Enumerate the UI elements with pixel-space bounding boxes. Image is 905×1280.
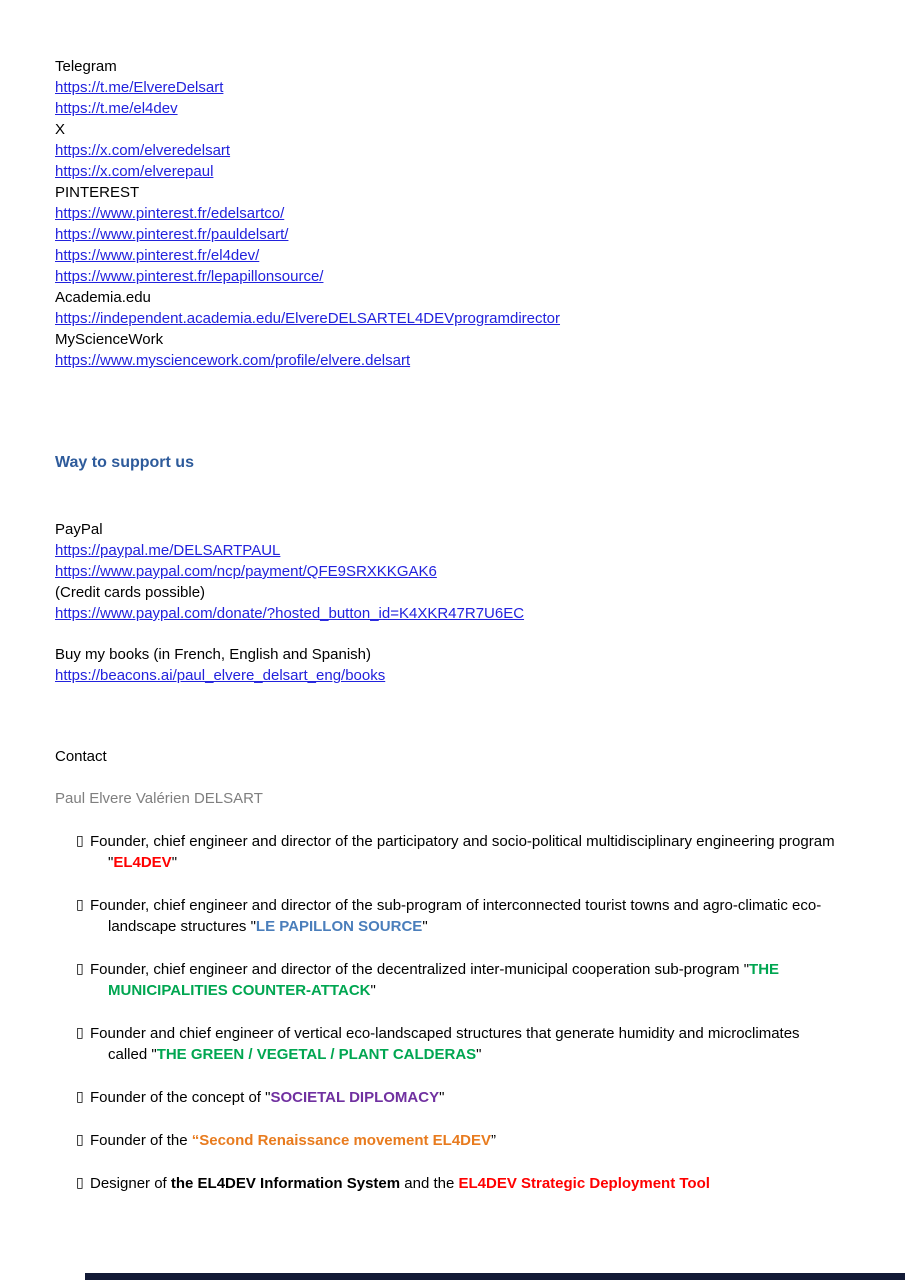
role-list-item — [55, 831, 860, 873]
role-list-item — [55, 1023, 860, 1065]
support-heading: Way to support us — [55, 454, 194, 471]
role-text-line: landscape structures "LE PAPILLON SOURCE" — [108, 918, 428, 935]
role-list-item — [55, 895, 860, 937]
text-line: MyScienceWork — [55, 331, 164, 348]
text-line: X — [55, 121, 66, 138]
books-section — [55, 644, 860, 686]
checkbox-bullet-icon: ▯ — [76, 897, 84, 913]
checkbox-bullet-icon: ▯ — [76, 961, 84, 977]
role-text-line: Founder, chief engineer and director of the decentralized inter-municipal cooperation sub-program "THE — [90, 961, 780, 978]
contact-heading: Contact — [55, 748, 107, 765]
roles-list — [55, 831, 860, 1216]
hyperlink[interactable]: https://beacons.ai/paul_elvere_delsart_eng/books — [55, 667, 386, 684]
text-line: PINTEREST — [55, 184, 140, 201]
hyperlink[interactable]: https://t.me/el4dev — [55, 100, 178, 117]
text-line: PayPal — [55, 521, 103, 538]
checkbox-bullet-icon: ▯ — [76, 833, 84, 849]
role-list-item — [55, 1130, 860, 1151]
hyperlink[interactable]: https://www.mysciencework.com/profile/elvere.delsart — [55, 352, 411, 369]
checkbox-bullet-icon: ▯ — [76, 1025, 84, 1041]
social-links-section — [55, 56, 860, 371]
hyperlink[interactable]: https://x.com/elverepaul — [55, 163, 214, 180]
hyperlink[interactable]: https://www.paypal.com/ncp/payment/QFE9SRXKKGAK6 — [55, 563, 437, 580]
text-line: Academia.edu — [55, 289, 151, 306]
text-line: Telegram — [55, 58, 117, 75]
hyperlink[interactable]: https://www.pinterest.fr/lepapillonsource/ — [55, 268, 324, 285]
checkbox-bullet-icon: ▯ — [76, 1175, 84, 1191]
role-text-line: Founder, chief engineer and director of the participatory and socio-political multidisciplinary engineering program — [90, 833, 835, 850]
role-text-line: MUNICIPALITIES COUNTER-ATTACK" — [108, 982, 376, 999]
role-list-item — [55, 959, 860, 1001]
hyperlink[interactable]: https://www.paypal.com/donate/?hosted_button_id=K4XKR47R7U6EC — [55, 605, 525, 622]
paypal-section — [55, 519, 860, 624]
hyperlink[interactable]: https://t.me/ElvereDelsart — [55, 79, 224, 96]
contact-name: Paul Elvere Valérien DELSART — [55, 790, 263, 807]
role-text-line: Designer of the EL4DEV Information System and the EL4DEV Strategic Deployment Tool — [90, 1175, 710, 1192]
role-text-line: Founder of the “Second Renaissance movement EL4DEV” — [90, 1132, 497, 1149]
role-list-item — [55, 1173, 860, 1194]
role-text-line: called "THE GREEN / VEGETAL / PLANT CALDERAS" — [108, 1046, 482, 1063]
hyperlink[interactable]: https://independent.academia.edu/ElvereDELSARTEL4DEVprogramdirector — [55, 310, 561, 327]
role-text-line: Founder and chief engineer of vertical eco-landscaped structures that generate humidity and microclimates — [90, 1025, 800, 1042]
checkbox-bullet-icon: ▯ — [76, 1132, 84, 1148]
role-text-line: Founder of the concept of "SOCIETAL DIPLOMACY" — [90, 1089, 445, 1106]
role-list-item — [55, 1087, 860, 1108]
hyperlink[interactable]: https://paypal.me/DELSARTPAUL — [55, 542, 281, 559]
text-line: (Credit cards possible) — [55, 584, 206, 601]
text-line: Buy my books (in French, English and Spanish) — [55, 646, 371, 663]
role-text-line: "EL4DEV" — [108, 854, 178, 871]
hyperlink[interactable]: https://www.pinterest.fr/edelsartco/ — [55, 205, 285, 222]
next-page-edge-bar — [85, 1273, 905, 1280]
hyperlink[interactable]: https://x.com/elveredelsart — [55, 142, 231, 159]
checkbox-bullet-icon: ▯ — [76, 1089, 84, 1105]
hyperlink[interactable]: https://www.pinterest.fr/el4dev/ — [55, 247, 260, 264]
hyperlink[interactable]: https://www.pinterest.fr/pauldelsart/ — [55, 226, 289, 243]
role-text-line: Founder, chief engineer and director of the sub-program of interconnected tourist towns and agro-climatic eco- — [90, 897, 822, 914]
